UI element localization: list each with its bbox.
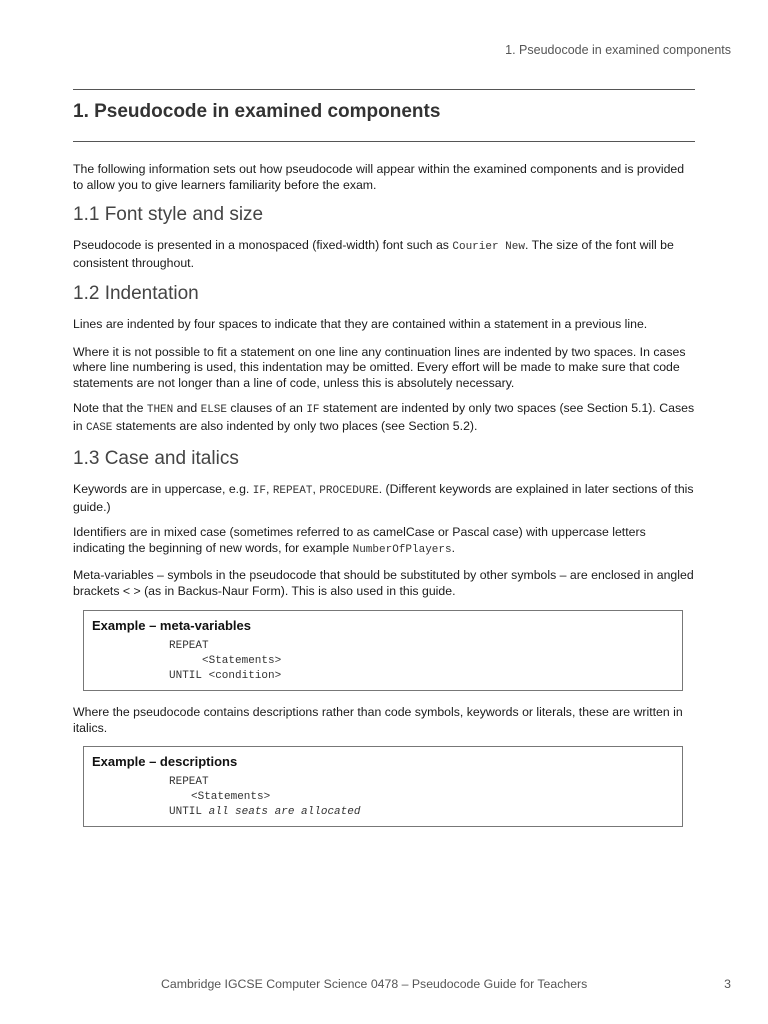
code-keyword: UNTIL (169, 806, 203, 818)
section-heading-1-1: 1.1 Font style and size (73, 204, 264, 225)
example-meta-variables-title: Example – meta-variables (92, 618, 251, 633)
font-style-paragraph: Pseudocode is presented in a monospaced (fixed-width) font such as Courier New. The size of the font will be consistent throughout. (73, 238, 674, 270)
indentation-paragraph-1: Lines are indented by four spaces to indicate that they are contained within a statement in a previous line. (73, 317, 648, 331)
identifiers-paragraph: Identifiers are in mixed case (sometimes referred to as camelCase or Pascal case) with uppercase letters indicating the beginning of new words, for example NumberOfPlayers. (73, 525, 646, 556)
descriptions-paragraph: Where the pseudocode contains descriptions rather than code symbols, keywords or literals, these are written in italics. (73, 705, 683, 735)
code-description: all seats are allocated (208, 806, 361, 818)
running-header: 1. Pseudocode in examined components (505, 43, 731, 57)
code-line (92, 805, 674, 820)
section-heading-1-3: 1.3 Case and italics (73, 448, 239, 469)
code-line: <Statements> (191, 791, 271, 803)
code-line: UNTIL <condition> (169, 670, 282, 682)
section-heading-1-2: 1.2 Indentation (73, 283, 199, 304)
page-content (73, 160, 695, 827)
example-meta-variables-box (83, 610, 683, 691)
code-line: <Statements> (202, 655, 282, 667)
indentation-paragraph-2: Where it is not possible to fit a statement on one line any continuation lines are indented by two spaces. In cases where line numbering is used, this indentation may be omitted. Every effort will be made to make sure that code statements are not longer than a line of code, unless this is absolutely necessary. (73, 344, 686, 390)
code-line: REPEAT (169, 640, 209, 652)
intro-paragraph: The following information sets out how pseudocode will appear within the examined components and is provided to allow you to give learners familiarity before the exam. (73, 162, 685, 192)
title-rule-top (73, 89, 695, 90)
example-descriptions-box (83, 746, 683, 827)
footer-text: Cambridge IGCSE Computer Science 0478 – Pseudocode Guide for Teachers (161, 977, 588, 991)
meta-variables-paragraph: Meta-variables – symbols in the pseudocode that should be substituted by other symbols – are enclosed in angled brackets < > (as in Backus-Naur Form). This is also used in this guide. (73, 568, 694, 598)
code-line: REPEAT (169, 776, 209, 788)
title-rule-bottom (73, 141, 695, 142)
indentation-paragraph-3: Note that the THEN and ELSE clauses of an IF statement are indented by only two spaces (see Section 5.1). Cases in CASE statements are also indented by only two places (see Section 5.2). (73, 401, 695, 434)
example-descriptions-title: Example – descriptions (92, 754, 238, 769)
page-title: 1. Pseudocode in examined components (73, 101, 441, 122)
page-number: 3 (724, 977, 731, 991)
keywords-paragraph: Keywords are in uppercase, e.g. IF, REPEAT, PROCEDURE. (Different keywords are explained in later sections of this guide.) (73, 482, 694, 514)
